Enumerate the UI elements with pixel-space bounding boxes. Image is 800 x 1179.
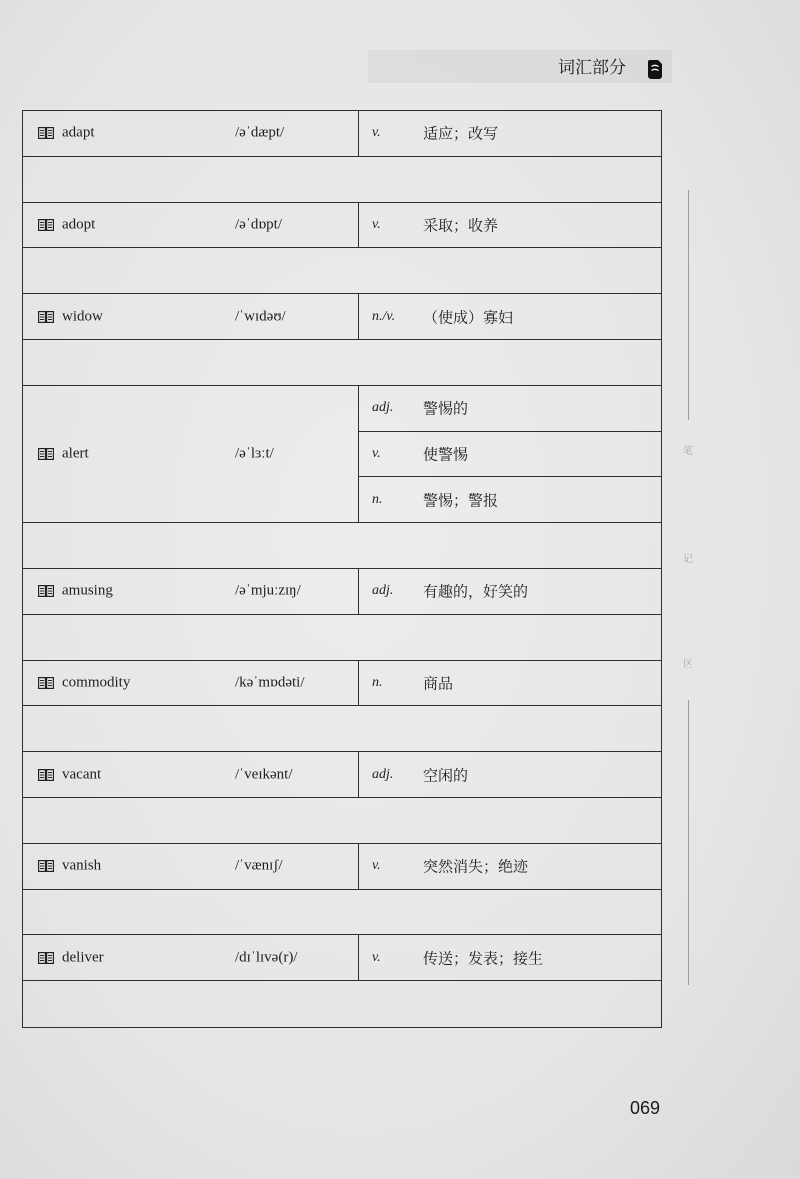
sense-row bbox=[359, 569, 661, 614]
headword-cell bbox=[23, 386, 359, 522]
header-band bbox=[368, 50, 672, 83]
vocab-entry bbox=[23, 844, 661, 890]
senses-cell bbox=[359, 386, 661, 522]
phonetic-transcription: /kəˈmɒdəti/ bbox=[235, 674, 305, 691]
notes-margin-rule bbox=[688, 190, 689, 420]
definition: 突然消失；绝迹 bbox=[423, 857, 529, 876]
blank-row bbox=[23, 248, 661, 294]
phonetic-transcription: /ˈveɪkənt/ bbox=[235, 766, 293, 783]
part-of-speech: adj. bbox=[372, 766, 394, 782]
headword: commodity bbox=[62, 674, 131, 691]
blank-row bbox=[23, 798, 661, 844]
definition: 警惕的 bbox=[423, 399, 469, 418]
book-icon bbox=[38, 769, 54, 781]
blank-row bbox=[23, 981, 661, 1027]
book-icon bbox=[38, 127, 54, 139]
vocab-entry bbox=[23, 569, 661, 615]
book-icon bbox=[38, 585, 54, 597]
headword: amusing bbox=[62, 582, 113, 599]
phonetic-transcription: /əˈlɜːt/ bbox=[235, 445, 274, 462]
headword-cell bbox=[23, 752, 359, 797]
part-of-speech: v. bbox=[372, 216, 381, 232]
phonetic-transcription: /dɪˈlɪvə(r)/ bbox=[235, 949, 298, 966]
vocab-entry bbox=[23, 935, 661, 981]
senses-cell bbox=[359, 844, 661, 889]
vocab-entry bbox=[23, 294, 661, 340]
headword: deliver bbox=[62, 949, 104, 966]
headword: vanish bbox=[62, 857, 102, 874]
blank-row bbox=[23, 615, 661, 661]
headword: vacant bbox=[62, 766, 102, 783]
part-of-speech: v. bbox=[372, 445, 381, 461]
part-of-speech: n./v. bbox=[372, 308, 396, 324]
headword-cell bbox=[23, 935, 359, 980]
book-icon bbox=[38, 311, 54, 323]
blank-row bbox=[23, 157, 661, 203]
definition: 使警惕 bbox=[423, 445, 469, 464]
book-icon bbox=[38, 860, 54, 872]
notes-margin-rule bbox=[688, 700, 689, 985]
definition: 传送；发表；接生 bbox=[423, 949, 544, 968]
sense-row bbox=[359, 935, 661, 980]
vocab-entry bbox=[23, 111, 661, 157]
definition: 空闲的 bbox=[423, 766, 469, 785]
notes-margin-label: 记 bbox=[683, 554, 693, 565]
definition: 采取；收养 bbox=[423, 216, 499, 235]
headword-cell bbox=[23, 111, 359, 156]
blank-row bbox=[23, 523, 661, 569]
notes-margin-label: 区 bbox=[683, 659, 693, 670]
book-icon bbox=[38, 952, 54, 964]
section-badge-icon bbox=[646, 58, 664, 80]
phonetic-transcription: /əˈdæpt/ bbox=[235, 124, 285, 141]
definition: 警惕；警报 bbox=[423, 491, 499, 510]
vocab-entry bbox=[23, 386, 661, 523]
sense-row bbox=[359, 432, 661, 478]
definition: 适应；改写 bbox=[423, 124, 499, 143]
book-icon bbox=[38, 448, 54, 460]
part-of-speech: n. bbox=[372, 491, 383, 507]
senses-cell bbox=[359, 111, 661, 156]
page-number: 069 bbox=[630, 1098, 661, 1118]
headword-cell bbox=[23, 294, 359, 339]
vocab-entry bbox=[23, 203, 661, 249]
phonetic-transcription: /ˈvænɪʃ/ bbox=[235, 857, 283, 874]
senses-cell bbox=[359, 294, 661, 339]
blank-row bbox=[23, 890, 661, 936]
blank-row bbox=[23, 340, 661, 386]
blank-row bbox=[23, 706, 661, 752]
phonetic-transcription: /əˈmjuːzɪŋ/ bbox=[235, 582, 301, 599]
part-of-speech: adj. bbox=[372, 400, 394, 416]
part-of-speech: v. bbox=[372, 949, 381, 965]
notes-margin-label: 笔 bbox=[683, 446, 693, 457]
headword-cell bbox=[23, 569, 359, 614]
headword: alert bbox=[62, 445, 89, 462]
headword: adapt bbox=[62, 124, 95, 141]
definition: 商品 bbox=[423, 674, 454, 693]
sense-row bbox=[359, 844, 661, 889]
senses-cell bbox=[359, 203, 661, 248]
headword: widow bbox=[62, 308, 103, 325]
headword-cell bbox=[23, 844, 359, 889]
definition: 有趣的，好笑的 bbox=[423, 582, 529, 601]
sense-row bbox=[359, 477, 661, 522]
section-title: 词汇部分 bbox=[558, 58, 626, 78]
part-of-speech: v. bbox=[372, 125, 381, 141]
vocab-entry bbox=[23, 752, 661, 798]
senses-cell bbox=[359, 661, 661, 706]
part-of-speech: n. bbox=[372, 674, 383, 690]
sense-row bbox=[359, 386, 661, 432]
phonetic-transcription: /əˈdɒpt/ bbox=[235, 216, 282, 233]
vocabulary-table bbox=[22, 110, 662, 1028]
senses-cell bbox=[359, 752, 661, 797]
phonetic-transcription: /ˈwɪdəʊ/ bbox=[235, 308, 286, 325]
sense-row bbox=[359, 294, 661, 339]
sense-row bbox=[359, 752, 661, 797]
book-icon bbox=[38, 677, 54, 689]
sense-row bbox=[359, 661, 661, 706]
part-of-speech: v. bbox=[372, 858, 381, 874]
sense-row bbox=[359, 203, 661, 248]
headword-cell bbox=[23, 203, 359, 248]
senses-cell bbox=[359, 935, 661, 980]
headword: adopt bbox=[62, 216, 96, 233]
part-of-speech: adj. bbox=[372, 583, 394, 599]
definition: （使成）寡妇 bbox=[423, 308, 514, 327]
senses-cell bbox=[359, 569, 661, 614]
book-icon bbox=[38, 219, 54, 231]
headword-cell bbox=[23, 661, 359, 706]
sense-row bbox=[359, 111, 661, 156]
vocab-entry bbox=[23, 661, 661, 707]
